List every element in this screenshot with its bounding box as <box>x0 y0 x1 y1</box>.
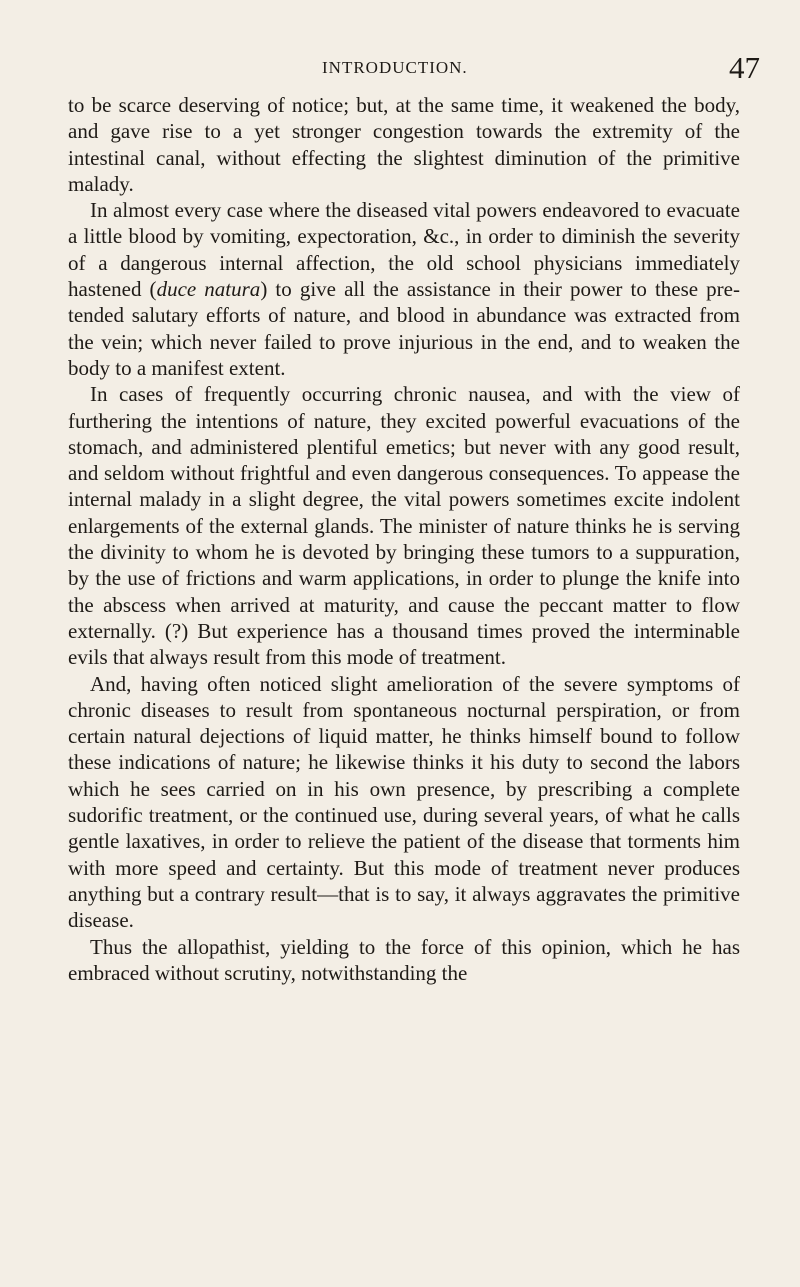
running-head <box>0 46 800 86</box>
paragraph-bloodletting <box>68 197 740 381</box>
page-number: 47 <box>729 50 760 85</box>
paragraph-allopathist: Thus the allopathist, yielding to the force of this opinion, which he has embraced without scrutiny, notwithstanding the <box>68 934 740 985</box>
paragraph-emetics: In cases of frequently occurring chronic nausea, and with the view of furthering the intentions of nature, they excited powerful evacuations of the stomach, and administered plentiful emetics; but never with any good result, and seldom without frightful and even dangerous consequences. To appease the internal malady in a slight degree, the vital powers sometimes excite indolent enlargements of the external glands. The minister of nature thinks he is serving the divinity to whom he is devoted by bringing these tumors to a suppuration, by the use of frictions and warm applications, in order to plunge the knife into the abscess when arrived at maturity, and cause the peccant matter to flow externally. (?) But experience has a thousand times proved the interminable evils that always result from this mode of treatment. <box>68 382 740 670</box>
latin-phrase: duce natura <box>156 277 261 302</box>
paragraph-text-before: In almost every case where the diseased vital powers endeavored to evacuate a little blood by vomiting, expectoration, &c., in order to diminish the severity of a dangerous internal affection, the old school physicians immediately hastened ( <box>68 198 740 302</box>
body-text <box>68 92 740 986</box>
paragraph-text-after: ) to give all the assistance in their power to these pretended salutary efforts of nature, and blood in abundance was extracted from the vein; which never failed to prove injurious in the end, and to weaken the body to a manifest extent. <box>68 277 740 380</box>
running-title: INTRODUCTION. <box>322 58 468 77</box>
paragraph-continued: to be scarce deserving of notice; but, at the same time, it weakened the body, and gave rise to a yet stronger congestion towards the extremity of the intestinal canal, without effecting the slightest diminution of the primitive malady. <box>68 93 740 196</box>
paragraph-perspiration: And, having often noticed slight amelioration of the severe symptoms of chronic diseases to result from spontaneous nocturnal perspiration, or from certain natural dejections of liquid matter, he thinks himself bound to follow these indications of nature; he likewise thinks it his duty to second the labors which he sees carried on in his own presence, by prescribing a complete sudorific treatment, or the continued use, during several years, of what he calls gentle laxatives, in order to relieve the patient of the disease that torments him with more speed and certainty. But this mode of treatment never produces anything but a contrary result—that is to say, it always aggravates the primitive disease. <box>68 671 740 933</box>
